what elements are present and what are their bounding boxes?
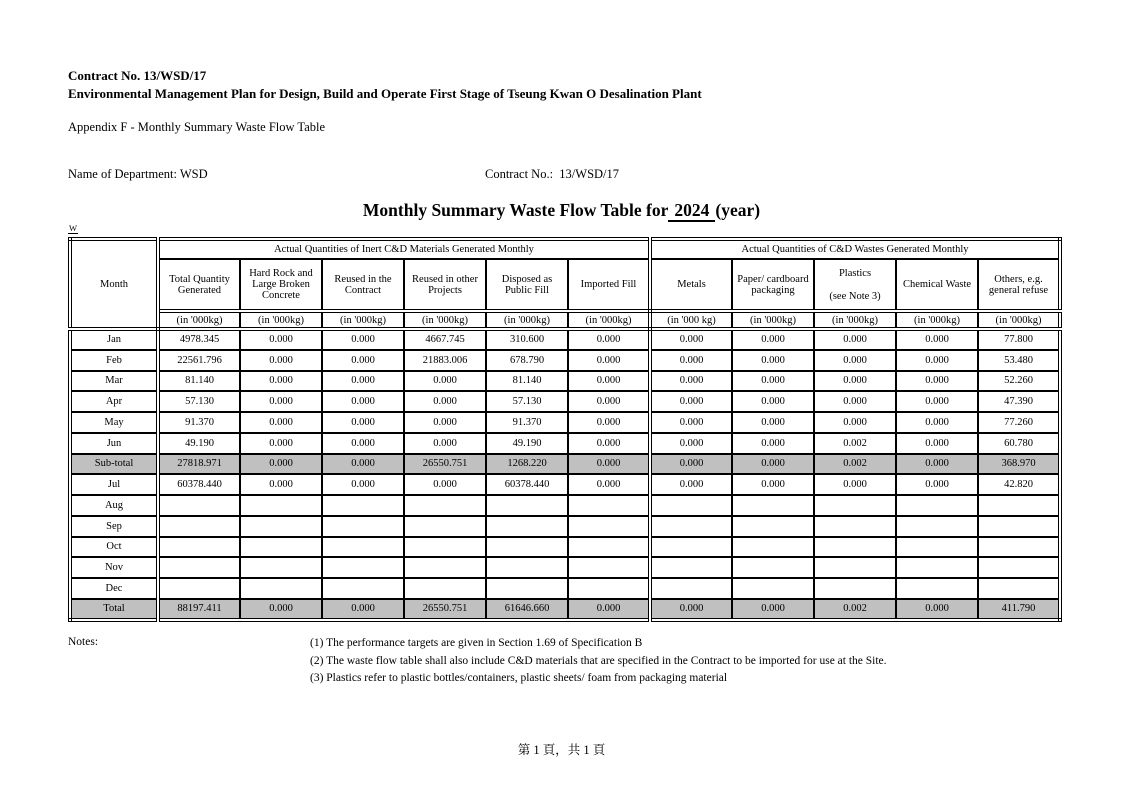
value-cell [896,578,978,599]
column-name-cell [896,259,978,311]
value-cell: 0.000 [322,599,404,620]
value-cell [814,537,896,558]
value-cell: 91.370 [486,412,568,433]
value-cell: 27818.971 [158,454,240,475]
title-suffix: (year) [715,200,761,220]
table-row [70,516,1060,537]
value-cell: 0.000 [404,391,486,412]
value-cell: 0.000 [322,454,404,475]
table-body [70,329,1060,620]
row-month-cell: Oct [70,537,158,558]
value-cell [814,516,896,537]
value-cell [240,578,322,599]
table-row [70,557,1060,578]
value-cell: 0.000 [732,454,814,475]
value-cell: 0.000 [568,599,650,620]
table-header [70,239,1060,329]
value-cell [486,557,568,578]
value-cell: 0.000 [896,329,978,350]
value-cell: 0.000 [240,371,322,392]
column-unit-cell: (in '000kg) [896,311,978,329]
column-unit-cell: (in '000kg) [568,311,650,329]
value-cell: 0.000 [732,474,814,495]
value-cell: 0.000 [404,412,486,433]
value-cell: 88197.411 [158,599,240,620]
column-unit-cell: (in '000kg) [978,311,1060,329]
value-cell [814,578,896,599]
value-cell: 0.000 [322,329,404,350]
value-cell [978,578,1060,599]
column-name-cell [978,259,1060,311]
value-cell: 49.190 [158,433,240,454]
row-month-cell: Jul [70,474,158,495]
header-names-row [70,259,1060,311]
value-cell: 0.000 [896,371,978,392]
value-cell: 0.000 [650,371,732,392]
header-units-row [70,311,1060,329]
value-cell: 0.000 [650,474,732,495]
value-cell: 0.000 [732,412,814,433]
value-cell [404,516,486,537]
value-cell: 81.140 [486,371,568,392]
value-cell: 0.000 [814,391,896,412]
value-cell: 0.000 [568,350,650,371]
table-row [70,350,1060,371]
page-title [0,200,1123,221]
table-row [70,474,1060,495]
value-cell [732,495,814,516]
row-month-cell: Sep [70,516,158,537]
value-cell [896,495,978,516]
value-cell: 0.000 [814,329,896,350]
column-name: Chemical Waste [902,279,972,290]
page-footer: 第 1 頁，共 1 頁 [517,743,606,757]
value-cell [404,557,486,578]
value-cell [404,495,486,516]
department-contract-row [68,167,1058,182]
value-cell [732,557,814,578]
value-cell [240,495,322,516]
column-name-cell [240,259,322,311]
value-cell [568,516,650,537]
value-cell: 0.000 [896,391,978,412]
row-month-cell: Total [70,599,158,620]
value-cell: 0.000 [814,412,896,433]
value-cell: 0.000 [650,350,732,371]
value-cell: 0.000 [240,412,322,433]
value-cell [814,495,896,516]
value-cell: 0.000 [732,433,814,454]
value-cell [732,578,814,599]
value-cell [158,578,240,599]
value-cell [568,578,650,599]
value-cell: 4667.745 [404,329,486,350]
value-cell [978,516,1060,537]
value-cell: 60.780 [978,433,1060,454]
column-unit-cell: (in '000kg) [486,311,568,329]
value-cell: 0.000 [896,599,978,620]
value-cell [568,557,650,578]
column-name: Plastics [838,267,872,279]
notes-label: Notes: [68,636,99,648]
value-cell: 0.000 [322,391,404,412]
value-cell: 0.000 [896,412,978,433]
row-month-cell: Jun [70,433,158,454]
value-cell: 91.370 [158,412,240,433]
column-unit-cell: (in '000kg) [732,311,814,329]
row-month-cell: Jan [70,329,158,350]
value-cell [486,578,568,599]
value-cell: 310.600 [486,329,568,350]
value-cell: 0.000 [896,454,978,475]
table-row [70,537,1060,558]
column-name: Hard Rock and Large Broken Concrete [249,268,313,301]
value-cell: 42.820 [978,474,1060,495]
value-cell: 0.000 [568,329,650,350]
value-cell: 678.790 [486,350,568,371]
group-header-cell: Actual Quantities of Inert C&D Materials Generated Monthly [158,239,650,259]
value-cell: 26550.751 [404,454,486,475]
value-cell: 81.140 [158,371,240,392]
column-name-cell [650,259,732,311]
value-cell [322,557,404,578]
value-cell: 0.000 [896,474,978,495]
table-row [70,433,1060,454]
column-unit-cell: (in '000 kg) [650,311,732,329]
value-cell: 57.130 [158,391,240,412]
value-cell [568,495,650,516]
value-cell: 21883.006 [404,350,486,371]
notes-block [68,635,1068,688]
value-cell: 0.000 [732,391,814,412]
value-cell: 0.000 [732,350,814,371]
value-cell [240,537,322,558]
value-cell: 0.000 [732,329,814,350]
value-cell: 0.000 [732,599,814,620]
value-cell: 0.002 [814,433,896,454]
row-month-cell: Dec [70,578,158,599]
column-name: Disposed as Public Fill [501,273,553,296]
column-unit-cell: (in '000kg) [404,311,486,329]
column-name-cell [568,259,650,311]
value-cell: 0.000 [814,350,896,371]
value-cell: 0.000 [240,350,322,371]
row-month-cell: Nov [70,557,158,578]
subtotal-row [70,454,1060,475]
value-cell: 368.970 [978,454,1060,475]
column-name-cell [732,259,814,311]
column-unit-cell: (in '000kg) [814,311,896,329]
value-cell [650,516,732,537]
row-month-cell: May [70,412,158,433]
value-cell: 0.002 [814,599,896,620]
value-cell [978,537,1060,558]
value-cell: 0.000 [404,474,486,495]
column-name-cell [814,259,896,311]
value-cell [486,495,568,516]
contract-no-label: Contract No.: 13/WSD/17 [485,167,620,181]
value-cell [240,516,322,537]
value-cell [732,516,814,537]
department-label: Name of Department: WSD [68,167,208,181]
header-group-row [70,239,1060,259]
title-year-underlined: 2024 [668,200,715,222]
value-cell: 0.000 [814,474,896,495]
value-cell: 0.000 [322,371,404,392]
column-name: Reused in other Projects [412,273,478,296]
value-cell: 26550.751 [404,599,486,620]
note-item: (1) The performance targets are given in Section 1.69 of Specification B [310,637,643,649]
value-cell [814,557,896,578]
value-cell: 0.000 [240,391,322,412]
value-cell: 77.260 [978,412,1060,433]
value-cell [158,495,240,516]
value-cell [404,578,486,599]
note-item: (3) Plastics refer to plastic bottles/containers, plastic sheets/ foam from packaging material [310,672,728,685]
value-cell [322,537,404,558]
value-cell: 61646.660 [486,599,568,620]
value-cell: 52.260 [978,371,1060,392]
value-cell: 0.000 [322,433,404,454]
row-month-cell: Apr [70,391,158,412]
value-cell [486,516,568,537]
month-column-header: Month [70,239,158,329]
value-cell: 57.130 [486,391,568,412]
column-note: (see Note 3) [829,290,881,302]
row-month-cell: Sub-total [70,454,158,475]
value-cell: 4978.345 [158,329,240,350]
value-cell: 0.000 [568,454,650,475]
value-cell: 0.000 [568,412,650,433]
waste-flow-table [68,237,1062,622]
table-row [70,391,1060,412]
column-name: Paper/ cardboard packaging [737,273,809,296]
value-cell: 411.790 [978,599,1060,620]
value-cell: 0.000 [240,474,322,495]
value-cell: 0.000 [650,454,732,475]
value-cell: 60378.440 [486,474,568,495]
value-cell: 0.000 [568,474,650,495]
value-cell: 0.000 [732,371,814,392]
value-cell [486,537,568,558]
value-cell [240,557,322,578]
value-cell [158,557,240,578]
table-row [70,578,1060,599]
column-name: Total Quantity Generated [169,273,230,296]
value-cell: 0.000 [404,433,486,454]
title-prefix: Monthly Summary Waste Flow Table for [362,200,669,220]
project-title-line: Environmental Management Plan for Design, Build and Operate First Stage of Tseung Kwan O Desalination Plant [68,86,702,101]
value-cell [158,537,240,558]
value-cell [896,537,978,558]
column-name-cell [404,259,486,311]
value-cell [978,557,1060,578]
value-cell [568,537,650,558]
table-row [70,495,1060,516]
value-cell [896,516,978,537]
value-cell: 47.390 [978,391,1060,412]
column-unit-cell: (in '000kg) [158,311,240,329]
stray-w-mark: W [69,223,78,233]
column-name-cell [486,259,568,311]
value-cell: 0.000 [568,433,650,454]
value-cell [322,495,404,516]
value-cell: 0.000 [240,454,322,475]
column-name: Reused in the Contract [334,273,392,296]
value-cell: 0.000 [650,329,732,350]
value-cell: 0.000 [240,329,322,350]
column-name-cell [322,259,404,311]
value-cell: 0.000 [240,599,322,620]
table-row [70,329,1060,350]
value-cell: 0.000 [404,371,486,392]
value-cell [158,516,240,537]
value-cell [404,537,486,558]
table-row [70,371,1060,392]
column-name-cell [158,259,240,311]
value-cell: 53.480 [978,350,1060,371]
total-row [70,599,1060,620]
column-name: Metals [677,279,706,290]
value-cell [732,537,814,558]
notes-items [310,635,1068,688]
value-cell: 0.000 [650,412,732,433]
value-cell [650,557,732,578]
value-cell: 0.000 [322,474,404,495]
value-cell: 0.000 [322,412,404,433]
table-row [70,412,1060,433]
value-cell [650,537,732,558]
row-month-cell: Feb [70,350,158,371]
value-cell: 0.000 [240,433,322,454]
group-header-cell: Actual Quantities of C&D Wastes Generated Monthly [650,239,1060,259]
value-cell [896,557,978,578]
row-month-cell: Aug [70,495,158,516]
value-cell: 0.000 [896,433,978,454]
column-name: Imported Fill [580,279,637,290]
value-cell: 0.000 [650,433,732,454]
value-cell [650,495,732,516]
value-cell: 49.190 [486,433,568,454]
value-cell [650,578,732,599]
contract-number-line: Contract No. 13/WSD/17 [68,68,207,83]
value-cell: 77.800 [978,329,1060,350]
note-item: (2) The waste flow table shall also include C&D materials that are specified in the Contract to be imported for use at the Site. [310,654,887,667]
value-cell: 0.000 [896,350,978,371]
value-cell [978,495,1060,516]
value-cell [322,578,404,599]
value-cell: 0.002 [814,454,896,475]
column-unit-cell: (in '000kg) [322,311,404,329]
value-cell: 1268.220 [486,454,568,475]
value-cell [322,516,404,537]
value-cell: 0.000 [814,371,896,392]
value-cell: 22561.796 [158,350,240,371]
value-cell: 60378.440 [158,474,240,495]
value-cell: 0.000 [650,599,732,620]
value-cell: 0.000 [650,391,732,412]
value-cell: 0.000 [568,391,650,412]
column-unit-cell: (in '000kg) [240,311,322,329]
column-name: Others, e.g. general refuse [988,273,1049,296]
value-cell: 0.000 [568,371,650,392]
appendix-line: Appendix F - Monthly Summary Waste Flow Table [68,120,326,134]
value-cell: 0.000 [322,350,404,371]
row-month-cell: Mar [70,371,158,392]
